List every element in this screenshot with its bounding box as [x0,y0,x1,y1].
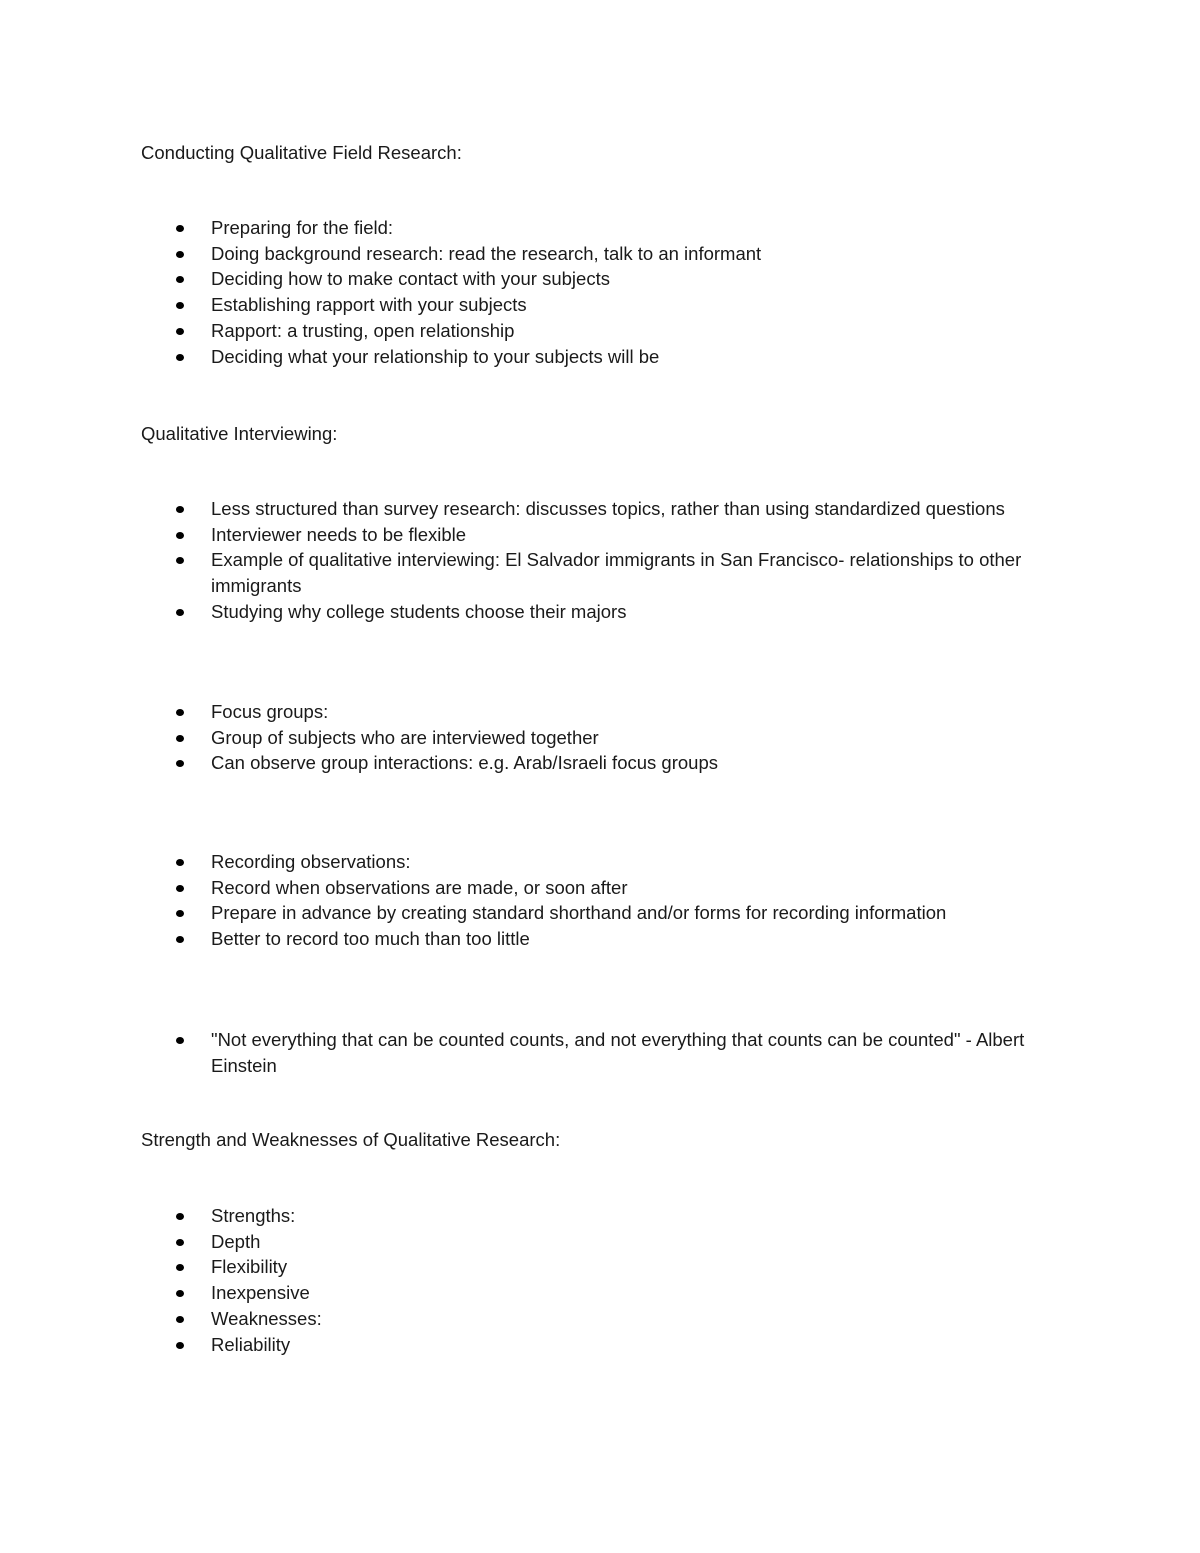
list-item: Recording observations: [0,849,1071,875]
bullet-icon [176,1239,184,1246]
section-heading-strengths-weaknesses: Strength and Weaknesses of Qualitative Research: [141,1129,561,1150]
strengths-weaknesses-list [0,1203,1200,1357]
bullet-icon [176,557,184,564]
list-item: Studying why college students choose their majors [0,599,1071,625]
list-item: Focus groups: [0,699,1071,725]
bullet-icon [176,735,184,742]
bullet-icon [176,1342,184,1349]
list-item: Less structured than survey research: discusses topics, rather than using standardized questions [0,496,1071,522]
bullet-icon [176,760,184,767]
bullet-icon [176,276,184,283]
recording-observations-list [0,849,1200,952]
bullet-icon [176,1264,184,1271]
quote-list [0,1027,1200,1078]
bullet-icon [176,910,184,917]
list-item: Rapport: a trusting, open relationship [0,318,1071,344]
field-research-list [0,215,1200,369]
focus-groups-list [0,699,1200,776]
bullet-icon [176,506,184,513]
bullet-icon [176,609,184,616]
list-item: Preparing for the field: [0,215,1071,241]
list-item: Record when observations are made, or soon after [0,875,1071,901]
bullet-icon [176,936,184,943]
bullet-icon [176,328,184,335]
list-item: Depth [0,1229,1071,1255]
bullet-icon [176,251,184,258]
list-item: Better to record too much than too little [0,926,1071,952]
section-heading-field-research: Conducting Qualitative Field Research: [141,142,462,163]
list-item: Reliability [0,1332,1071,1358]
bullet-icon [176,532,184,539]
bullet-icon [176,709,184,716]
bullet-icon [176,225,184,232]
bullet-icon [176,859,184,866]
list-item: Deciding what your relationship to your subjects will be [0,344,1071,370]
bullet-icon [176,302,184,309]
interviewing-list [0,496,1200,625]
bullet-icon [176,885,184,892]
list-item: Doing background research: read the research, talk to an informant [0,241,1071,267]
list-item: Prepare in advance by creating standard shorthand and/or forms for recording information [0,900,1071,926]
bullet-icon [176,1213,184,1220]
list-item: Strengths: [0,1203,1071,1229]
list-item: Group of subjects who are interviewed together [0,725,1071,751]
bullet-icon [176,1290,184,1297]
list-item: Flexibility [0,1254,1071,1280]
list-item: Inexpensive [0,1280,1071,1306]
list-item: Example of qualitative interviewing: El Salvador immigrants in San Francisco- relationships to other immigrants [0,547,1071,598]
section-heading-interviewing: Qualitative Interviewing: [141,423,338,444]
list-item: Can observe group interactions: e.g. Arab/Israeli focus groups [0,750,1071,776]
list-item: Deciding how to make contact with your subjects [0,266,1071,292]
bullet-icon [176,354,184,361]
list-item: Interviewer needs to be flexible [0,522,1071,548]
bullet-icon [176,1316,184,1323]
list-item: "Not everything that can be counted counts, and not everything that counts can be counted" - Albert Einstein [0,1027,1071,1078]
list-item: Weaknesses: [0,1306,1071,1332]
bullet-icon [176,1037,184,1044]
list-item: Establishing rapport with your subjects [0,292,1071,318]
